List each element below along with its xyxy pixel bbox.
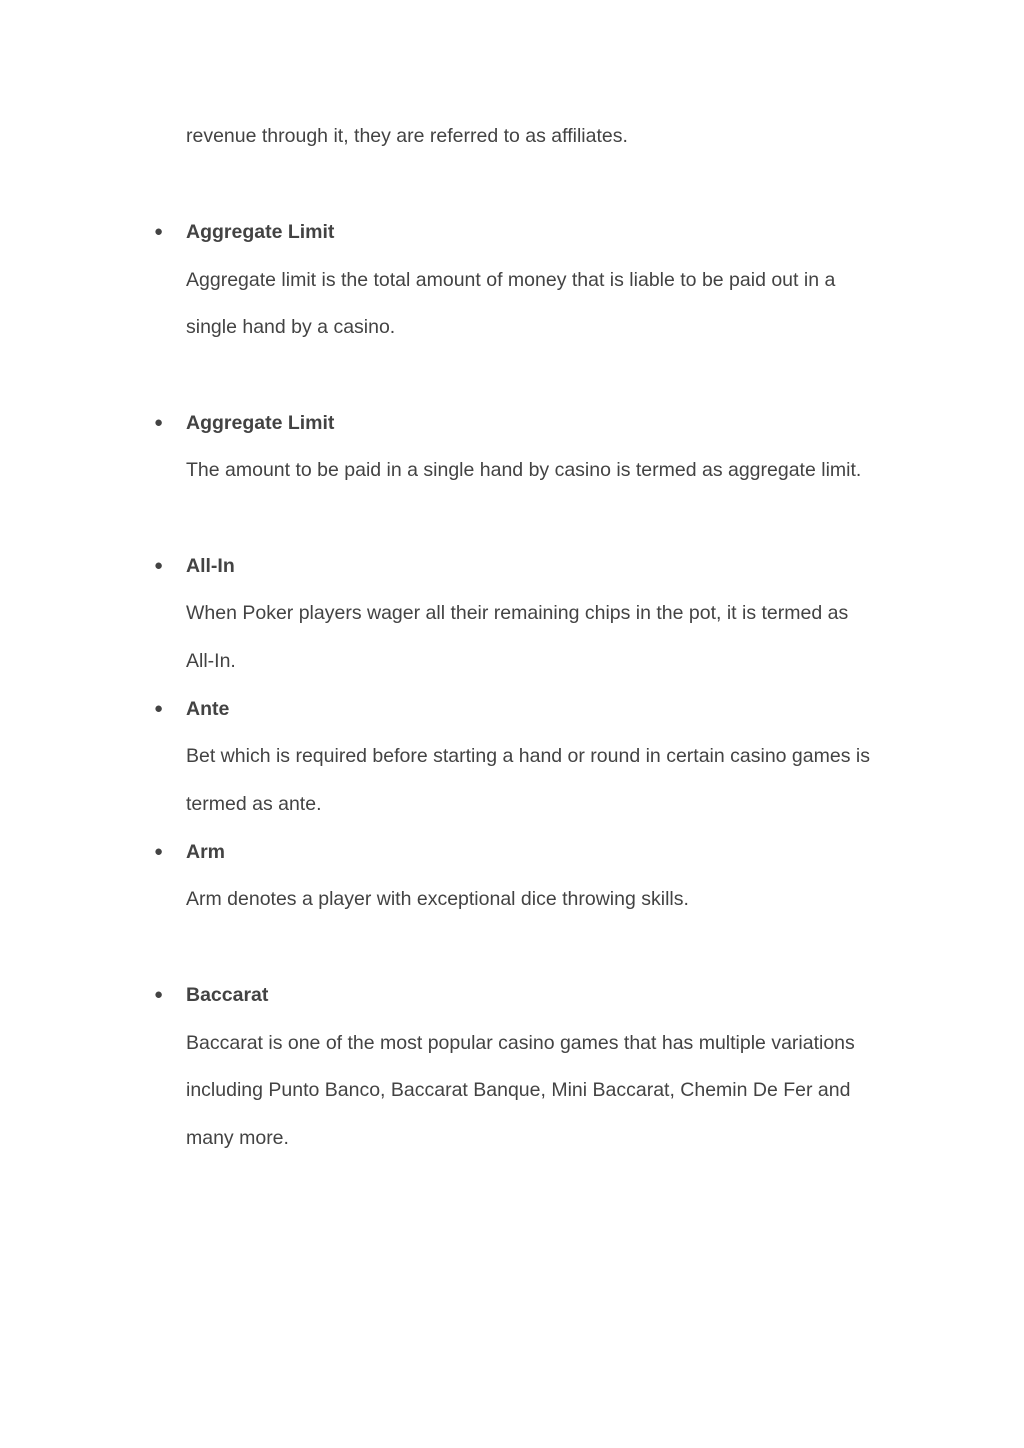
continuation-text: revenue through it, they are referred to as affiliates. bbox=[186, 125, 628, 147]
bullet-icon: ● bbox=[154, 414, 164, 431]
glossary-term: Arm bbox=[186, 841, 226, 863]
definition-line: The amount to be paid in a single hand by casino is termed as aggregate limit. bbox=[186, 459, 862, 481]
definition-line: Bet which is required before starting a hand or round in certain casino games is bbox=[186, 745, 870, 767]
definition-line: All-In. bbox=[186, 650, 236, 672]
glossary-term: Ante bbox=[186, 698, 230, 720]
glossary-term: Aggregate Limit bbox=[186, 221, 335, 243]
bullet-icon: ● bbox=[154, 557, 164, 574]
definition-line: single hand by a casino. bbox=[186, 316, 396, 338]
definition-line: Aggregate limit is the total amount of money that is liable to be paid out in a bbox=[186, 269, 836, 291]
definition-line: When Poker players wager all their remaining chips in the pot, it is termed as bbox=[186, 602, 849, 624]
bullet-icon: ● bbox=[154, 700, 164, 717]
bullet-icon: ● bbox=[154, 223, 164, 240]
definition-line: Baccarat is one of the most popular casino games that has multiple variations bbox=[186, 1032, 855, 1054]
definition-line: Arm denotes a player with exceptional dice throwing skills. bbox=[186, 888, 689, 910]
definition-line: termed as ante. bbox=[186, 793, 322, 815]
definition-line: including Punto Banco, Baccarat Banque, Mini Baccarat, Chemin De Fer and bbox=[186, 1079, 851, 1101]
definition-line: many more. bbox=[186, 1127, 289, 1149]
bullet-icon: ● bbox=[154, 986, 164, 1003]
glossary-term: Aggregate Limit bbox=[186, 412, 335, 434]
glossary-term: Baccarat bbox=[186, 984, 269, 1006]
glossary-term: All-In bbox=[186, 555, 235, 577]
bullet-icon: ● bbox=[154, 843, 164, 860]
